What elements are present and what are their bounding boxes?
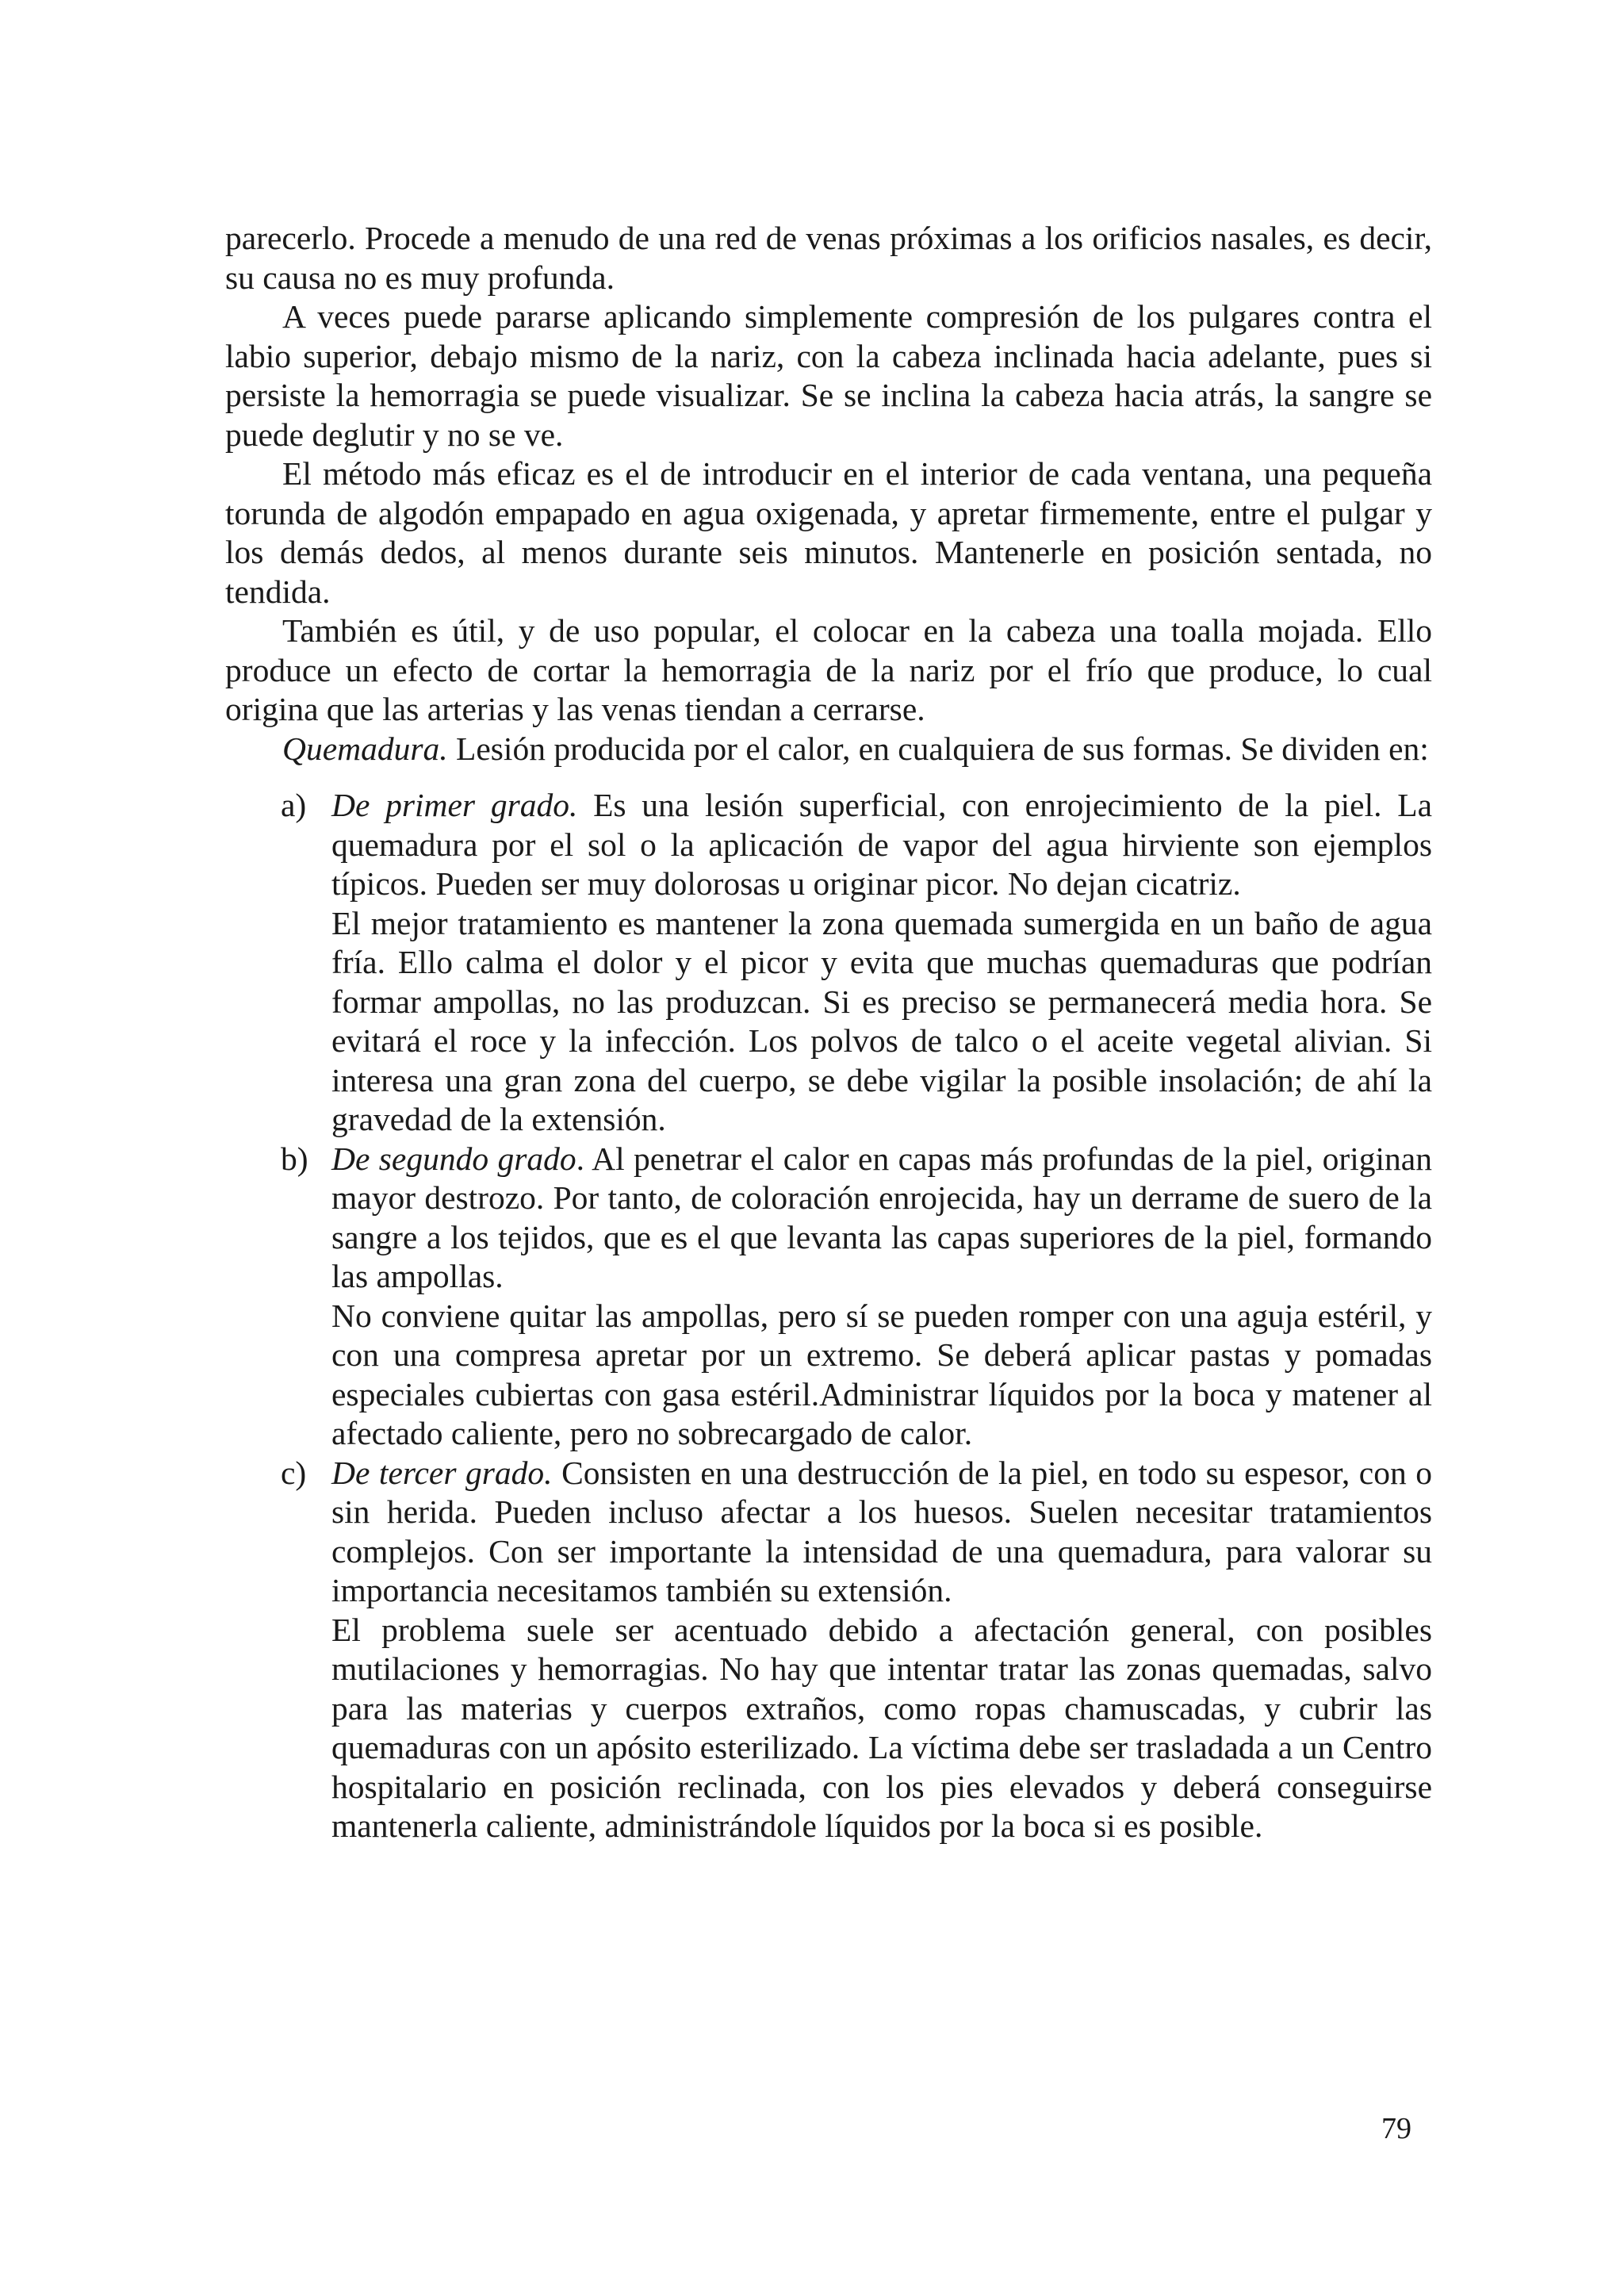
- term-first-degree: De primer grado.: [331, 787, 578, 823]
- term-second-degree: De segundo grado: [331, 1140, 576, 1177]
- first-degree-text: Es una lesión superficial, con enrojecimiento de la piel. La quemadura por el sol o la aplicación de vapor del agua hirviente son ejemplos típicos. Pueden ser muy dolorosas u originar picor. No dejan cicatriz.: [331, 787, 1432, 902]
- burn-degree-list: [225, 786, 1432, 1846]
- third-degree-text: Consisten en una destrucción de la piel, en todo su espesor, con o sin herida. Pueden incluso afectar a los huesos. Suelen necesitar tratamientos complejos. Con ser importante la intensidad de una quemadura, para valorar su importancia necesitamos también su extensión.: [331, 1454, 1432, 1608]
- list-marker: b): [281, 1140, 308, 1177]
- first-degree-treatment: El mejor tratamiento es mantener la zona quemada sumergida en un baño de agua fría. Ello calma el dolor y el picor y evita que muchas quemaduras que podrían formar ampollas, no las produzcan. Si es preciso se permanecerá media hora. Se evitará el roce y la infección. Los polvos de talco o el aceite vegetal alivian. Si interesa una gran zona del cuerpo, se debe vigilar la posible insolación; de ahí la gravedad de la extensión.: [331, 904, 1432, 1137]
- list-item-second-degree: [225, 1140, 1432, 1454]
- body-text: [225, 219, 1432, 1846]
- list-marker: a): [281, 787, 307, 823]
- list-marker: c): [281, 1454, 307, 1491]
- page-number: 79: [1381, 2112, 1411, 2145]
- paragraph-burn-definition: [225, 730, 1432, 769]
- paragraph-cotton-swab: El método más eficaz es el de introducir en el interior de cada ventana, una pequeña torunda de algodón empapado en agua oxigenada, y apretar firmemente, entre el pulgar y los demás dedos, al menos durante seis minutos. Mantenerle en posición sentada, no tendida.: [225, 455, 1432, 610]
- term-quemadura: Quemadura.: [282, 730, 448, 767]
- second-degree-text: . Al penetrar el calor en capas más profundas de la piel, originan mayor destrozo. Por tanto, de coloración enrojecida, hay un derrame de suero de la sangre a los tejidos, que es el que levanta las capas superiores de la piel, formando las ampollas.: [331, 1140, 1432, 1294]
- second-degree-description: [331, 1140, 1432, 1297]
- paragraph-nosebleed-origin: parecerlo. Procede a menudo de una red de venas próximas a los orificios nasales, es decir, su causa no es muy profunda.: [225, 220, 1432, 296]
- term-third-degree: De tercer grado.: [331, 1454, 553, 1491]
- list-item-third-degree: [225, 1454, 1432, 1846]
- first-degree-description: [331, 786, 1432, 904]
- burn-definition-text: Lesión producida por el calor, en cualquiera de sus formas. Se dividen en:: [447, 730, 1429, 767]
- paragraph-wet-towel: También es útil, y de uso popular, el colocar en la cabeza una toalla mojada. Ello produce un efecto de cortar la hemorragia de la nariz por el frío que produce, lo cual origina que las arterias y las venas tiendan a cerrarse.: [225, 612, 1432, 727]
- second-degree-treatment: No conviene quitar las ampollas, pero sí se pueden romper con una aguja estéril, y con una compresa apretar por un extremo. Se deberá aplicar pastas y pomadas especiales cubiertas con gasa estéril.Administrar líquidos por la boca y matener al afectado caliente, pero no sobrecargado de calor.: [331, 1297, 1432, 1451]
- third-degree-description: [331, 1454, 1432, 1611]
- third-degree-treatment: El problema suele ser acentuado debido a afectación general, con posibles mutilaciones y hemorragias. No hay que intentar tratar las zonas quemadas, salvo para las materias y cuerpos extraños, como ropas chamuscadas, y cubrir las quemaduras con un apósito esterilizado. La víctima debe ser trasladada a un Centro hospitalario en posición reclinada, con los pies elevados y deberá conseguirse mantenerla caliente, administrándole líquidos por la boca si es posible.: [331, 1611, 1432, 1844]
- list-item-first-degree: [225, 786, 1432, 1140]
- paragraph-compression: A veces puede pararse aplicando simplemente compresión de los pulgares contra el labio superior, debajo mismo de la nariz, con la cabeza inclinada hacia adelante, pues si persiste la hemorragia se puede visualizar. Se se inclina la cabeza hacia atrás, la sangre se puede deglutir y no se ve.: [225, 298, 1432, 453]
